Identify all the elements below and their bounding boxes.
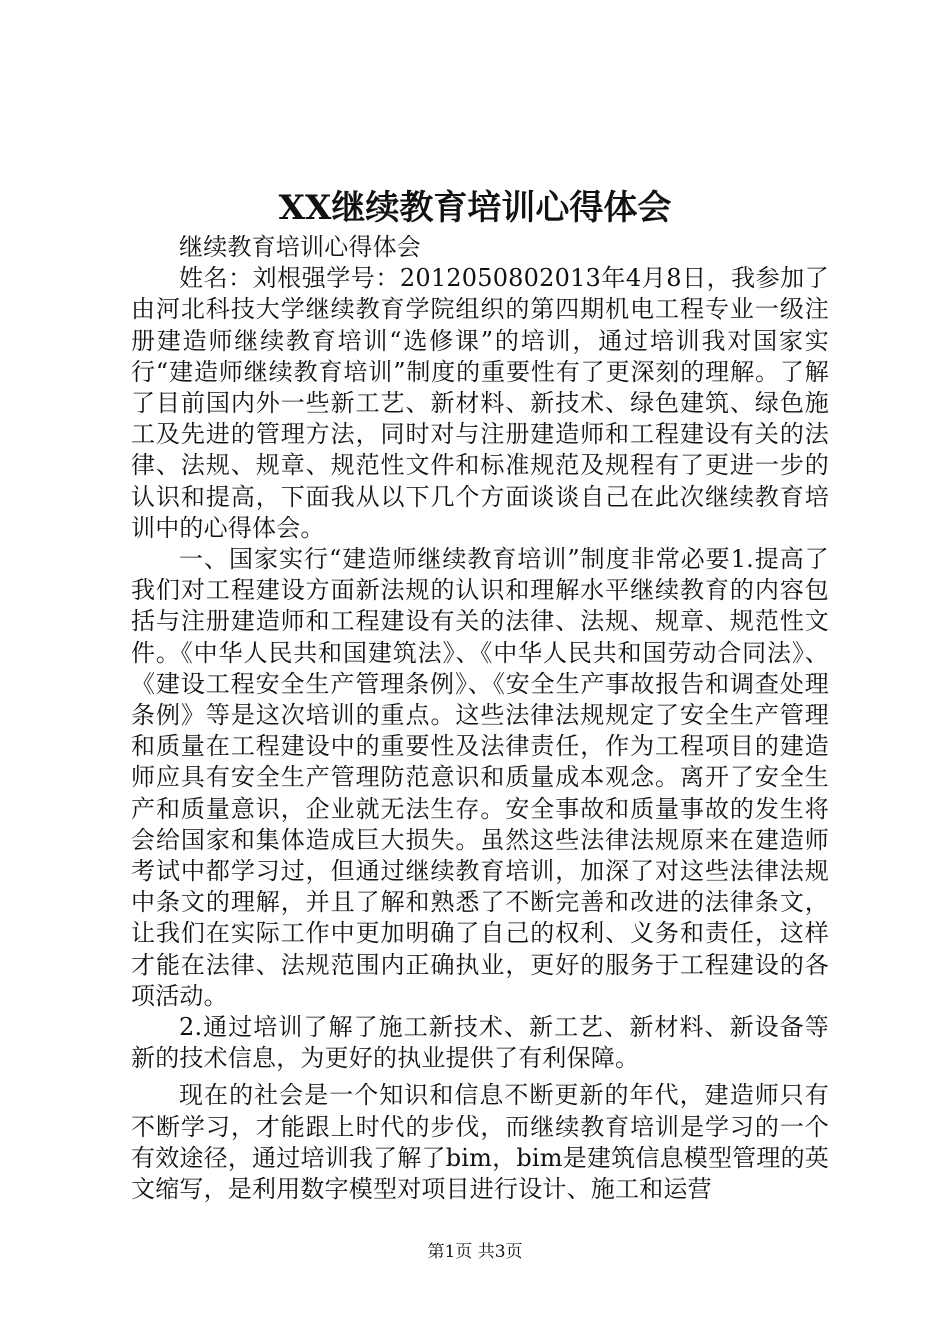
- paragraph-intro: 姓名：刘根强学号：2012050802013年4月8日，我参加了由河北科技大学继续教育学院组织的第四期机电工程专业一级注册建造师继续教育培训“选修课”的培训，通过培训我对国家实行“建造师继续教育培训”制度的重要性有了更深刻的理解。了解了目前国内外一些新工艺、新材料、新技术、绿色建筑、绿色施工及先进的管理方法，同时对与注册建造师和工程建设有关的法律、法规、规章、规范性文件和标准规范及规程有了更进一步的认识和提高，下面我从以下几个方面谈谈自己在此次继续教育培训中的心得体会。: [131, 264, 829, 542]
- paragraph-bim: 现在的社会是一个知识和信息不断更新的年代，建造师只有不断学习，才能跟上时代的步伐，而继续教育培训是学习的一个有效途径，通过培训我了解了bim，bim是建筑信息模型管理的英文缩写，是利用数字模型对项目进行设计、施工和运营: [131, 1081, 829, 1204]
- paragraph-subtitle: 继续教育培训心得体会: [179, 233, 421, 261]
- document-title: XX继续教育培训心得体会: [278, 188, 672, 228]
- paragraph-section-two: 2.通过培训了解了施工新技术、新工艺、新材料、新设备等新的技术信息，为更好的执业提供了有利保障。: [131, 1013, 829, 1073]
- document-body: [131, 232, 829, 1205]
- paragraph-section-one: 一、国家实行“建造师继续教育培训”制度非常必要1.提高了我们对工程建设方面新法规的认识和理解水平继续教育的内容包括与注册建造师和工程建设有关的法律、法规、规章、规范性文件。《中华人民共和国建筑法》、《中华人民共和国劳动合同法》、《建设工程安全生产管理条例》、《安全生产事故报告和调查处理条例》等是这次培训的重点。这些法律法规规定了安全生产管理和质量在工程建设中的重要性及法律责任，作为工程项目的建造师应具有安全生产管理防范意识和质量成本观念。离开了安全生产和质量意识，企业就无法生存。安全事故和质量事故的发生将会给国家和集体造成巨大损失。虽然这些法律法规原来在建造师考试中都学习过，但通过继续教育培训，加深了对这些法律法规中条文的理解，并且了解和熟悉了不断完善和改进的法律条文，让我们在实际工作中更加明确了自己的权利、义务和责任，这样才能在法律、法规范围内正确执业，更好的服务于工程建设的各项活动。: [131, 545, 829, 1010]
- page-number-footer: 第1页 共3页: [427, 1242, 523, 1262]
